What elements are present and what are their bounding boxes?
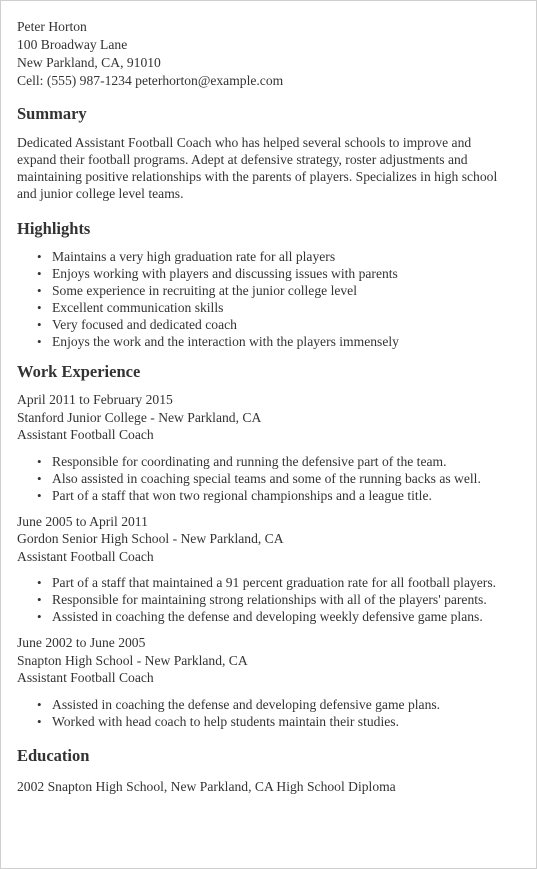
list-item-text: Enjoys the work and the interaction with the players immensely [52, 334, 399, 349]
list-item [37, 608, 520, 625]
summary-section [17, 104, 520, 202]
job-employer: Snapton High School - New Parkland, CA [17, 652, 248, 668]
job-duties [17, 696, 520, 730]
list-item [37, 487, 520, 504]
bullet-icon: • [37, 696, 42, 712]
experience-heading: Work Experience [17, 362, 141, 381]
job-employer: Stanford Junior College - New Parkland, CA [17, 409, 262, 425]
education-entry: 2002 Snapton High School, New Parkland, CA High School Diploma [17, 778, 396, 794]
list-item [37, 316, 520, 333]
list-item-text: Maintains a very high graduation rate for all players [52, 249, 336, 264]
job-entry [17, 634, 520, 730]
list-item-text: Assisted in coaching the defense and developing defensive game plans. [52, 696, 441, 712]
bullet-icon: • [37, 713, 42, 729]
job-title: Assistant Football Coach [17, 427, 154, 442]
list-item [37, 713, 520, 730]
job-dates: June 2002 to June 2005 [17, 635, 146, 650]
bullet-icon: • [37, 334, 42, 349]
list-item-text: Part of a staff that won two regional championships and a league title. [52, 487, 432, 503]
list-item [37, 248, 520, 265]
bullet-icon: • [37, 249, 42, 264]
list-item-text: Very focused and dedicated coach [52, 317, 237, 332]
job-duties [17, 453, 520, 504]
contact-block [17, 18, 520, 90]
summary-line: maintaining positive relationships with the parents of players. Specializes in high school [17, 169, 498, 184]
job-dates: June 2005 to April 2011 [17, 513, 148, 529]
bullet-icon: • [37, 317, 42, 332]
bullet-icon: • [37, 487, 42, 503]
contact-name: Peter Horton [17, 19, 87, 34]
list-item-text: Responsible for maintaining strong relationships with all of the players' parents. [52, 592, 487, 607]
job-title: Assistant Football Coach [17, 548, 154, 564]
job-dates: April 2011 to February 2015 [17, 392, 173, 407]
job-duties [17, 574, 520, 625]
list-item-text: Part of a staff that maintained a 91 percent graduation rate for all football players. [52, 575, 497, 590]
list-item [37, 696, 520, 713]
summary-line: and junior college level teams. [17, 186, 184, 201]
list-item-text: Assisted in coaching the defense and developing weekly defensive game plans. [52, 609, 483, 624]
list-item-text: Also assisted in coaching special teams and some of the running backs as well. [52, 470, 481, 486]
contact-city: New Parkland, CA, 91010 [17, 55, 161, 70]
highlights-section [17, 219, 520, 350]
list-item [37, 282, 520, 299]
bullet-icon: • [37, 575, 42, 590]
job-employer: Gordon Senior High School - New Parkland, CA [17, 531, 284, 546]
education-heading: Education [17, 745, 90, 765]
bullet-icon: • [37, 283, 42, 298]
job-entry [17, 391, 520, 504]
list-item-text: Enjoys working with players and discussing issues with parents [52, 266, 398, 281]
bullet-icon: • [37, 592, 42, 607]
bullet-icon: • [37, 609, 42, 624]
contact-cell: Cell: (555) 987-1234 peterhorton@example.com [17, 73, 284, 88]
highlights-list [17, 248, 520, 350]
bullet-icon: • [37, 266, 42, 281]
bullet-icon: • [37, 470, 42, 486]
list-item [37, 265, 520, 282]
contact-street: 100 Broadway Lane [17, 37, 128, 52]
list-item [37, 591, 520, 608]
list-item [37, 470, 520, 487]
summary-line: Dedicated Assistant Football Coach who has helped several schools to improve and [17, 135, 472, 150]
list-item-text: Responsible for coordinating and running the defensive part of the team. [52, 453, 447, 469]
list-item [37, 299, 520, 316]
job-entry [17, 513, 520, 626]
summary-heading: Summary [17, 104, 87, 123]
list-item-text: Excellent communication skills [52, 300, 224, 315]
list-item [37, 333, 520, 350]
highlights-heading: Highlights [17, 219, 91, 238]
job-title: Assistant Football Coach [17, 670, 154, 685]
summary-line: expand their football programs. Adept at defensive strategy, roster adjustments and [17, 152, 468, 167]
list-item [37, 574, 520, 591]
list-item-text: Worked with head coach to help students maintain their studies. [52, 713, 399, 729]
list-item [37, 453, 520, 470]
experience-section [17, 362, 520, 730]
bullet-icon: • [37, 453, 42, 469]
bullet-icon: • [37, 300, 42, 315]
education-section [17, 746, 520, 795]
list-item-text: Some experience in recruiting at the junior college level [52, 283, 357, 298]
